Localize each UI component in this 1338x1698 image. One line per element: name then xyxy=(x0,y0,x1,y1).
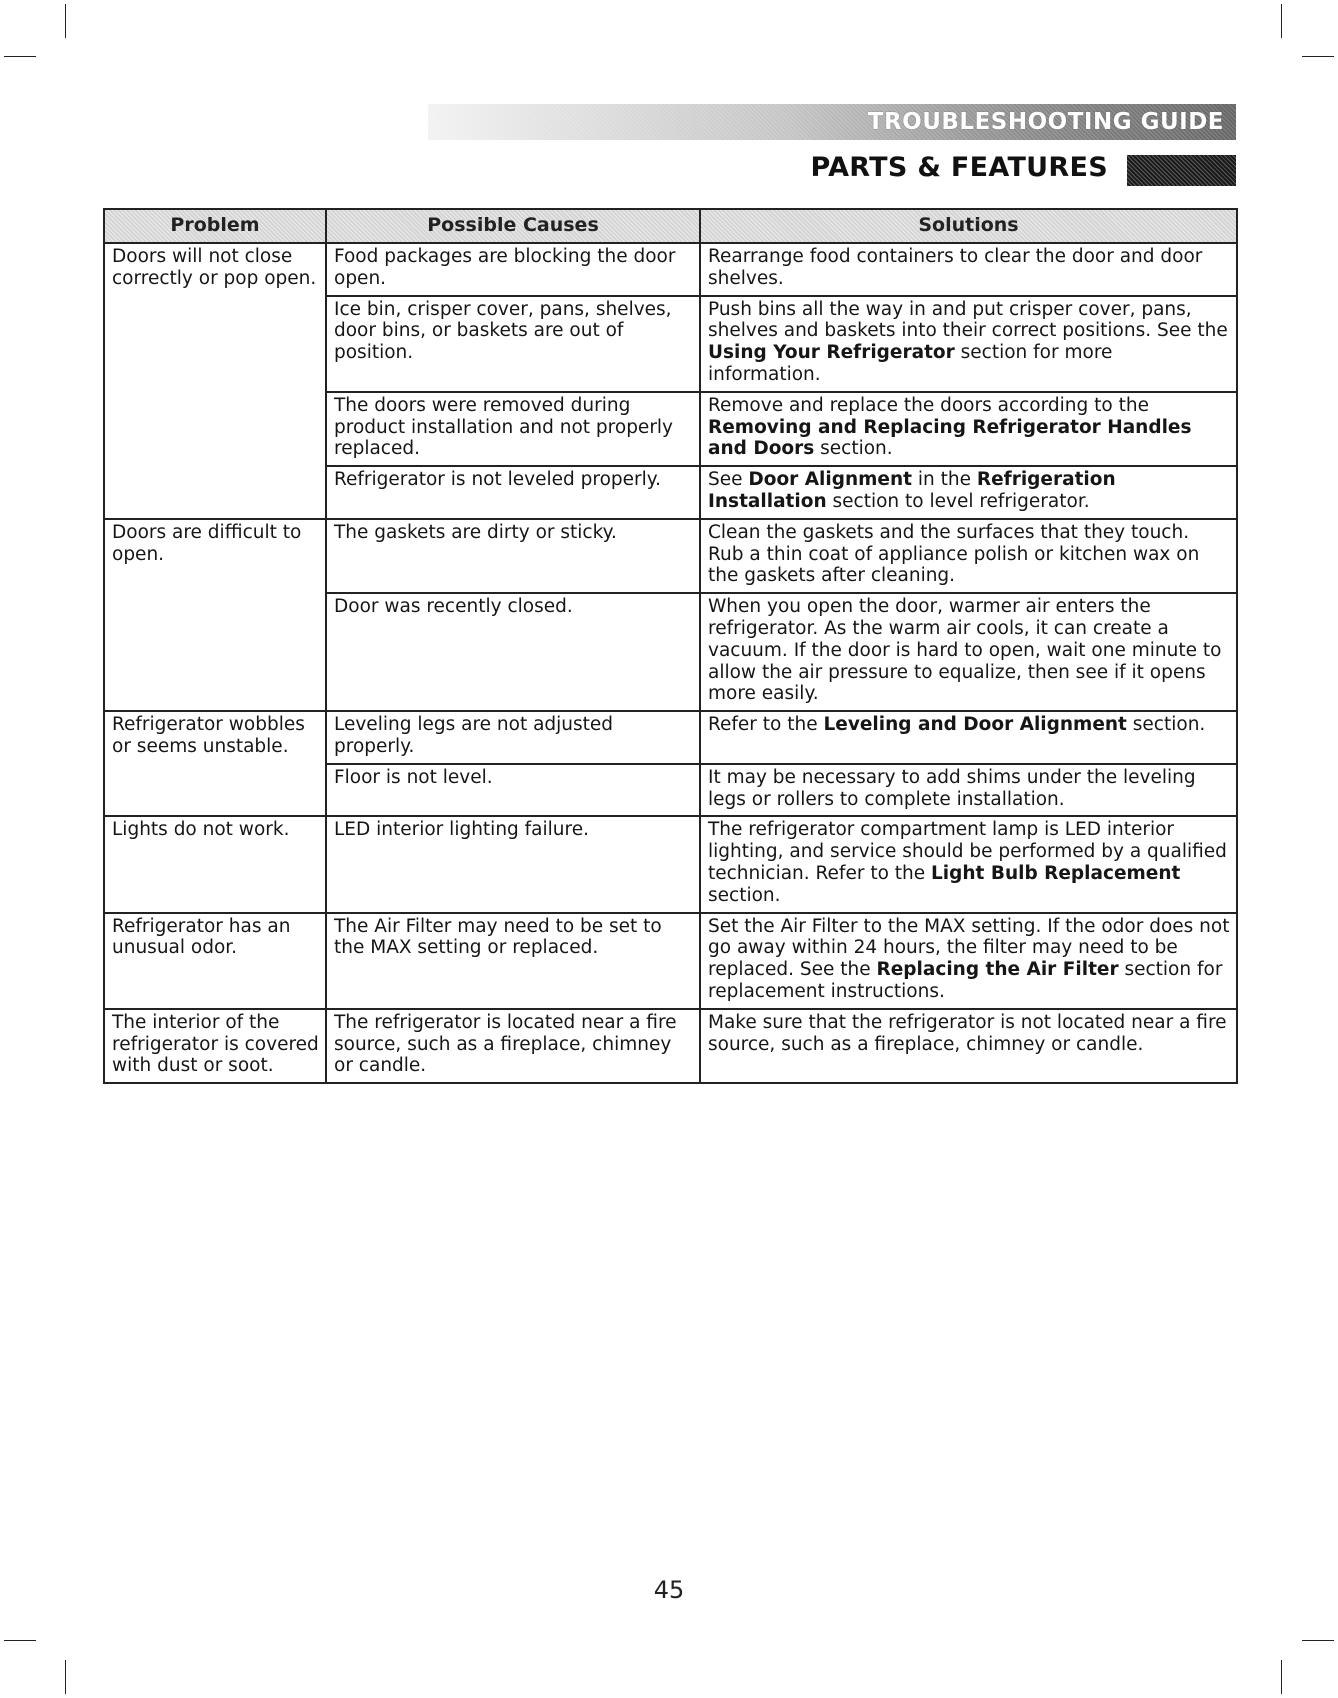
crop-mark xyxy=(1281,1660,1282,1694)
table-row xyxy=(104,816,1237,912)
table-body xyxy=(104,243,1237,1083)
cause-cell: The refrigerator is located near a fire source, such as a fireplace, chimney or candle. xyxy=(326,1009,700,1083)
cause-cell: Door was recently closed. xyxy=(326,593,700,711)
solution-cell: The refrigerator compartment lamp is LED interior lighting, and service should be performed by a qualified technician. Refer to the Light Bulb Replacement section. xyxy=(700,816,1237,912)
cause-cell: The gaskets are dirty or sticky. xyxy=(326,519,700,593)
solution-cell: See Door Alignment in the Refrigeration Installation section to level refrigerator. xyxy=(700,466,1237,519)
cause-cell: LED interior lighting failure. xyxy=(326,816,700,912)
chapter-banner xyxy=(428,104,1236,140)
solution-cell: When you open the door, warmer air enters the refrigerator. As the warm air cools, it can create a vacuum. If the door is hard to open, wait one minute to allow the air pressure to equalize, then see if it opens more easily. xyxy=(700,593,1237,711)
cause-cell: Floor is not level. xyxy=(326,764,700,817)
crop-mark xyxy=(4,1640,36,1641)
crop-mark xyxy=(1302,56,1334,57)
section-marker-block xyxy=(1127,155,1236,186)
troubleshooting-table xyxy=(103,208,1238,1084)
column-header-solutions: Solutions xyxy=(700,209,1237,243)
solution-cell: Rearrange food containers to clear the door and door shelves. xyxy=(700,243,1237,296)
cause-cell: Leveling legs are not adjusted properly. xyxy=(326,711,700,764)
cause-cell: Ice bin, crisper cover, pans, shelves, door bins, or baskets are out of position. xyxy=(326,296,700,392)
cause-cell: The doors were removed during product installation and not properly replaced. xyxy=(326,392,700,466)
table-row xyxy=(104,519,1237,593)
problem-cell: Doors will not close correctly or pop open. xyxy=(104,243,326,519)
table-row xyxy=(104,1009,1237,1083)
solution-cell: Push bins all the way in and put crisper cover, pans, shelves and baskets into their correct positions. See the Using Your Refrigerator section for more information. xyxy=(700,296,1237,392)
cause-cell: Refrigerator is not leveled properly. xyxy=(326,466,700,519)
table-header-row xyxy=(104,209,1237,243)
problem-cell: Refrigerator has an unusual odor. xyxy=(104,913,326,1009)
problem-cell: Doors are difficult to open. xyxy=(104,519,326,711)
solution-cell: Clean the gaskets and the surfaces that they touch. Rub a thin coat of appliance polish or kitchen wax on the gaskets after cleaning. xyxy=(700,519,1237,593)
column-header-causes: Possible Causes xyxy=(326,209,700,243)
cause-cell: Food packages are blocking the door open. xyxy=(326,243,700,296)
section-title: PARTS & FEATURES xyxy=(810,152,1108,183)
problem-cell: Lights do not work. xyxy=(104,816,326,912)
solution-cell: Set the Air Filter to the MAX setting. If the odor does not go away within 24 hours, the filter may need to be replaced. See the Replacing the Air Filter section for replacement instructions. xyxy=(700,913,1237,1009)
problem-cell: Refrigerator wobbles or seems unstable. xyxy=(104,711,326,816)
problem-cell: The interior of the refrigerator is covered with dust or soot. xyxy=(104,1009,326,1083)
table-row xyxy=(104,913,1237,1009)
crop-mark xyxy=(1281,4,1282,38)
column-header-problem: Problem xyxy=(104,209,326,243)
table-row xyxy=(104,711,1237,764)
solution-cell: Make sure that the refrigerator is not located near a fire source, such as a fireplace, chimney or candle. xyxy=(700,1009,1237,1083)
chapter-title: TROUBLESHOOTING GUIDE xyxy=(867,109,1224,135)
table-row xyxy=(104,243,1237,296)
crop-mark xyxy=(4,56,36,57)
crop-mark xyxy=(65,4,66,38)
crop-mark xyxy=(65,1660,66,1694)
crop-mark xyxy=(1302,1640,1334,1641)
solution-cell: Remove and replace the doors according to the Removing and Replacing Refrigerator Handles and Doors section. xyxy=(700,392,1237,466)
page-number: 45 xyxy=(653,1576,685,1604)
cause-cell: The Air Filter may need to be set to the MAX setting or replaced. xyxy=(326,913,700,1009)
solution-cell: Refer to the Leveling and Door Alignment section. xyxy=(700,711,1237,764)
solution-cell: It may be necessary to add shims under the leveling legs or rollers to complete installation. xyxy=(700,764,1237,817)
